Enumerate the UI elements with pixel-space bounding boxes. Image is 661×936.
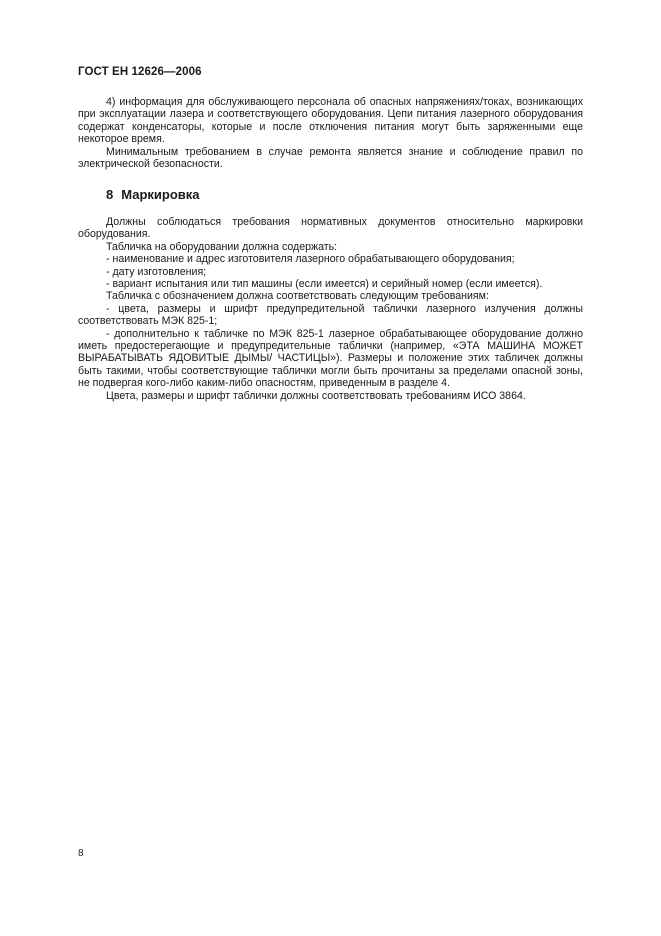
paragraph-iso-3864: Цвета, размеры и шрифт таблички должны соответствовать требованиям ИСО 3864. bbox=[106, 389, 526, 402]
document-header: ГОСТ ЕН 12626—2006 bbox=[78, 66, 202, 78]
list-item-additional-plates: - дополнительно к табличке по МЭК 825-1 лазерное обрабатывающее оборудование должно иметь предостерегающие и предупредительные таблички (например, «ЭТА МАШИНА МОЖЕТ ВЫРАБАТЫВАТЬ ЯДОВИТЫЕ ДЫМЫ/ ЧАСТИЦЫ»). Размеры и положение этих табличек должны быть такими, чтобы соответствующие таблички могли быть прочитаны за пределами опасной зоны, не подвергая кого-либо каким-либо опасностям, приведенным в разделе 4. bbox=[78, 327, 583, 390]
list-item-date: - дату изготовления; bbox=[106, 265, 207, 278]
paragraph-plate-requirements: Табличка с обозначением должна соответствовать следующим требованиям: bbox=[106, 290, 489, 303]
paragraph-minimum-requirement: Минимальным требованием в случае ремонта является знание и соблюдение правил по электрической безопасности. bbox=[78, 145, 583, 171]
paragraph-item-4: 4) информация для обслуживающего персонала об опасных напряжениях/токах, возникающих при эксплуатации лазера и соответствующего оборудования. Цепи питания лазерного оборудования содержат конденсаторы, которые и после отключения питания могут быть заряженными еще некоторое время. bbox=[78, 96, 583, 146]
intro-text-block bbox=[78, 96, 583, 170]
page-number: 8 bbox=[78, 848, 84, 859]
list-item-variant: - вариант испытания или тип машины (если имеется) и серийный номер (если имеется). bbox=[106, 278, 543, 291]
paragraph-requirements: Должны соблюдаться требования нормативных документов относительно маркировки оборудования. bbox=[78, 216, 583, 241]
list-item-manufacturer: - наименование и адрес изготовителя лазерного обрабатывающего оборудования; bbox=[106, 253, 515, 266]
section-number: 8 bbox=[106, 187, 114, 202]
marking-text-block bbox=[78, 216, 583, 402]
paragraph-plate-contents: Табличка на оборудовании должна содержать: bbox=[106, 240, 338, 253]
section-title-text: Маркировка bbox=[121, 187, 200, 202]
list-item-colors-sizes: - цвета, размеры и шрифт предупредительной таблички лазерного излучения должны соответствовать МЭК 825-1; bbox=[78, 302, 583, 328]
section-heading bbox=[106, 187, 200, 202]
